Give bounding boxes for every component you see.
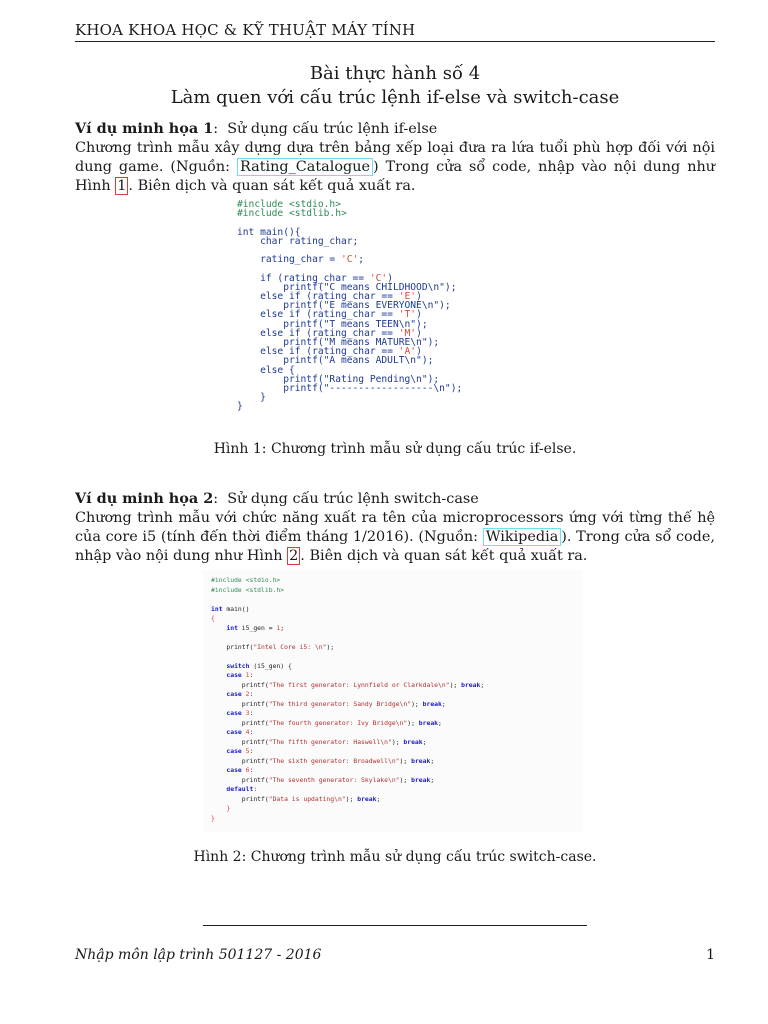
code2-line: case 3: xyxy=(226,709,254,717)
code2-line: case 4: xyxy=(226,728,254,736)
code2-line: } xyxy=(226,804,231,812)
code1-line: int main(){ xyxy=(237,226,301,238)
code-listing-switch-case xyxy=(203,570,583,832)
code2-line: #include <stdlib.h> xyxy=(211,585,285,594)
code1-line: printf("Rating Pending\n"); xyxy=(237,373,440,385)
example2-label: Ví dụ minh họa 2 xyxy=(75,490,214,507)
page-header: KHOA KHOA HỌC & KỸ THUẬT MÁY TÍNH xyxy=(75,21,416,39)
code2-line: #include <stdio.h> xyxy=(211,576,281,584)
figure1-caption: Hình 1: Chương trình mẫu sử dụng cấu trúc if-else. xyxy=(213,441,577,457)
code1-line: else { xyxy=(237,364,295,376)
example1-label: Ví dụ minh họa 1 xyxy=(75,120,214,137)
example2-text-end: . Biên dịch và quan sát kết quả xuất ra. xyxy=(300,548,588,564)
code1-line: else if (rating_char == 'M') xyxy=(237,327,422,339)
code2-line: } xyxy=(211,813,215,822)
code1-line: else if (rating_char == 'E') xyxy=(237,291,422,303)
figure1-ref-link[interactable]: 1 xyxy=(117,178,127,194)
code1-line: char rating_char; xyxy=(237,235,359,247)
code2-line: default: xyxy=(226,785,258,793)
example1-text-mid: ) Trong cửa sổ code, nhập vào nội dung như Hình xyxy=(75,159,716,194)
rating-catalogue-link[interactable]: Rating_Catalogue xyxy=(237,158,373,176)
code2-line: printf("Data is updating\n"); break; xyxy=(211,794,381,803)
example1-text-end: . Biên dịch và quan sát kết quả xuất ra. xyxy=(128,178,416,194)
example2-colon: : xyxy=(213,491,219,507)
code2-line: case 6: xyxy=(226,766,254,774)
code1-line: #include <stdlib.h> xyxy=(237,208,347,220)
code2-line: case 5: xyxy=(226,747,254,755)
example2-paragraph xyxy=(75,489,715,566)
example1-paragraph xyxy=(75,119,715,196)
code2-line: printf("The fourth generator: Ivy Bridge\n"); break; xyxy=(211,718,442,727)
code2-line: printf("The fifth generator: Haswell\n"); break; xyxy=(211,737,427,746)
code1-line: printf("------------------\n"); xyxy=(237,383,463,395)
code1-line: rating_char = 'C'; xyxy=(237,254,365,266)
example2-text-before: Chương trình mẫu với chức năng xuất ra tên của microprocessors ứng với từng thế hệ của core i5 (tính đến thời điểm tháng 1/2016). (Nguồn: xyxy=(75,510,715,545)
footer-course: Nhập môn lập trình 501127 - 2016 xyxy=(75,947,322,963)
example1-text-before: Chương trình mẫu xây dựng dựa trên bảng xếp loại đưa ra lứa tuổi phù hợp đối với nội dung game. (Nguồn: xyxy=(75,140,715,175)
example1-colon: : xyxy=(213,121,219,137)
lab-title: Bài thực hành số 4 xyxy=(309,63,481,84)
code1-line: printf("A means ADULT\n"); xyxy=(237,355,434,367)
code1-text xyxy=(237,200,499,412)
code2-line: switch (i5_gen) { xyxy=(226,661,292,670)
code2-line: printf("The third generator: Sandy Bridge\n"); break; xyxy=(211,699,446,708)
code2-line: printf("Intel Core i5: \n"); xyxy=(211,642,335,651)
code1-line: } xyxy=(237,392,266,404)
lab-subtitle: Làm quen với cấu trúc lệnh if-else và switch-case xyxy=(170,87,620,108)
figure2-caption: Hình 2: Chương trình mẫu sử dụng cấu trúc switch-case. xyxy=(193,849,597,865)
code2-line: case 2: xyxy=(226,690,254,698)
code-listing-if-else xyxy=(237,200,499,422)
header-rule xyxy=(75,41,715,42)
code1-line: printf("C means CHILDHOOD\n"); xyxy=(237,281,457,293)
code1-line: if (rating_char == 'C') xyxy=(237,272,393,284)
code1-line: else if (rating_char == 'A') xyxy=(237,346,422,358)
code2-line: printf("The first generator: Lynnfield or Clarkdale\n"); break; xyxy=(211,680,485,689)
page-number: 1 xyxy=(706,947,715,963)
wikipedia-link[interactable]: Wikipedia xyxy=(483,528,562,546)
code1-line: printf("E means EVERYONE\n"); xyxy=(237,300,451,312)
code1-line: } xyxy=(237,401,243,413)
code2-text xyxy=(203,570,583,829)
code2-line: printf("The seventh generator: Skylake\n"); break; xyxy=(211,775,435,784)
code1-line: else if (rating_char == 'T') xyxy=(237,309,422,321)
code2-line: int i5_gen = 1; xyxy=(226,623,285,632)
code2-line: printf("The sixth generator: Broadwell\n"); break; xyxy=(211,756,435,765)
figure2-ref-link[interactable]: 2 xyxy=(289,548,299,564)
example1-heading: Sử dụng cấu trúc lệnh if-else xyxy=(227,121,438,137)
footer-rule xyxy=(203,925,587,926)
code1-line: #include <stdio.h> xyxy=(237,199,341,210)
code2-line: case 1: xyxy=(226,671,254,679)
code1-line: printf("T means TEEN\n"); xyxy=(237,318,428,330)
example2-text-mid: ). Trong cửa sổ code, nhập vào nội dung như Hình xyxy=(75,529,715,564)
example2-heading: Sử dụng cấu trúc lệnh switch-case xyxy=(227,491,479,507)
code1-line: printf("M means MATURE\n"); xyxy=(237,337,440,349)
code2-line: { xyxy=(211,614,215,622)
code2-line: int main() xyxy=(211,604,250,613)
